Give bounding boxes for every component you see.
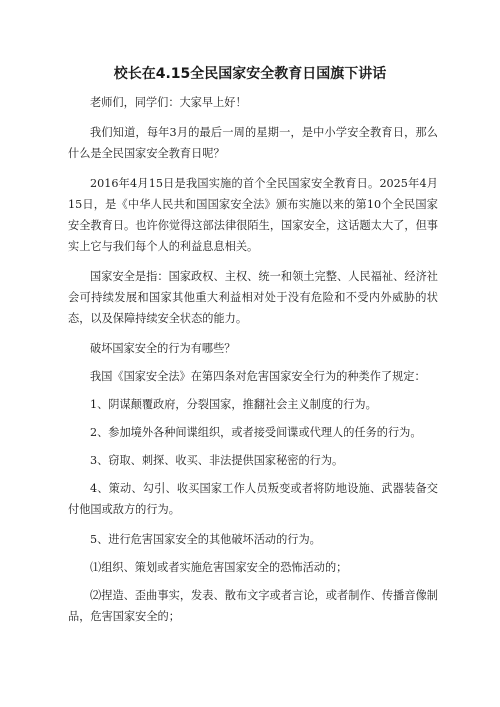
list-item-4: 4、策动、勾引、收买国家工作人员叛变或者将防地设施、武器装备交付他国或敌方的行为。 [68,482,438,516]
paragraph-intro-question: 我们知道，每年3月的最后一周的星期一，是中小学安全教育日，那么什么是全民国家安全教育日呢？ [68,126,438,160]
document-body [68,92,438,636]
paragraph-greeting: 老师们，同学们：大家早上好！ [90,96,247,109]
paragraph-definition: 国家安全是指：国家政权、主权、统一和领土完整、人民福祉、经济社会可持续发展和国家其他重大利益相对处于没有危险和不受内外威胁的状态，以及保障持续安全状态的能力。 [68,270,438,325]
sub-item-2: ⑵捏造、歪曲事实，发表、散布文字或者言论，或者制作、传播音像制品，危害国家安全的； [68,589,438,623]
list-item-3: 3、窃取、刺探、收买、非法提供国家秘密的行为。 [90,454,344,467]
list-item-5: 5、进行危害国家安全的其他破坏活动的行为。 [90,533,321,546]
paragraph-education-day: 2016年4月15日是我国实施的首个全民国家安全教育日。2025年4月15日，是《中华人民共和国国家安全法》颁布实施以来的第10个全民国家安全教育日。也许你觉得这部法律很陌生，国家安全，这话题太大了，但事实上它与我们每个人的利益息息相关。 [68,177,438,253]
paragraph-law-article: 我国《国家安全法》在第四条对危害国家安全行为的种类作了规定： [90,370,426,383]
list-item-1: 1、阴谋颠覆政府，分裂国家，推翻社会主义制度的行为。 [90,398,377,411]
document-title: 校长在4.15全民国家安全教育日国旗下讲话 [113,66,387,82]
paragraph-question: 破坏国家安全的行为有哪些？ [90,342,236,355]
list-item-2: 2、参加境外各种间谍组织，或者接受间谍或代理人的任务的行为。 [90,426,422,439]
sub-item-1: ⑴组织、策划或者实施危害国家安全的恐怖活动的； [90,561,348,574]
